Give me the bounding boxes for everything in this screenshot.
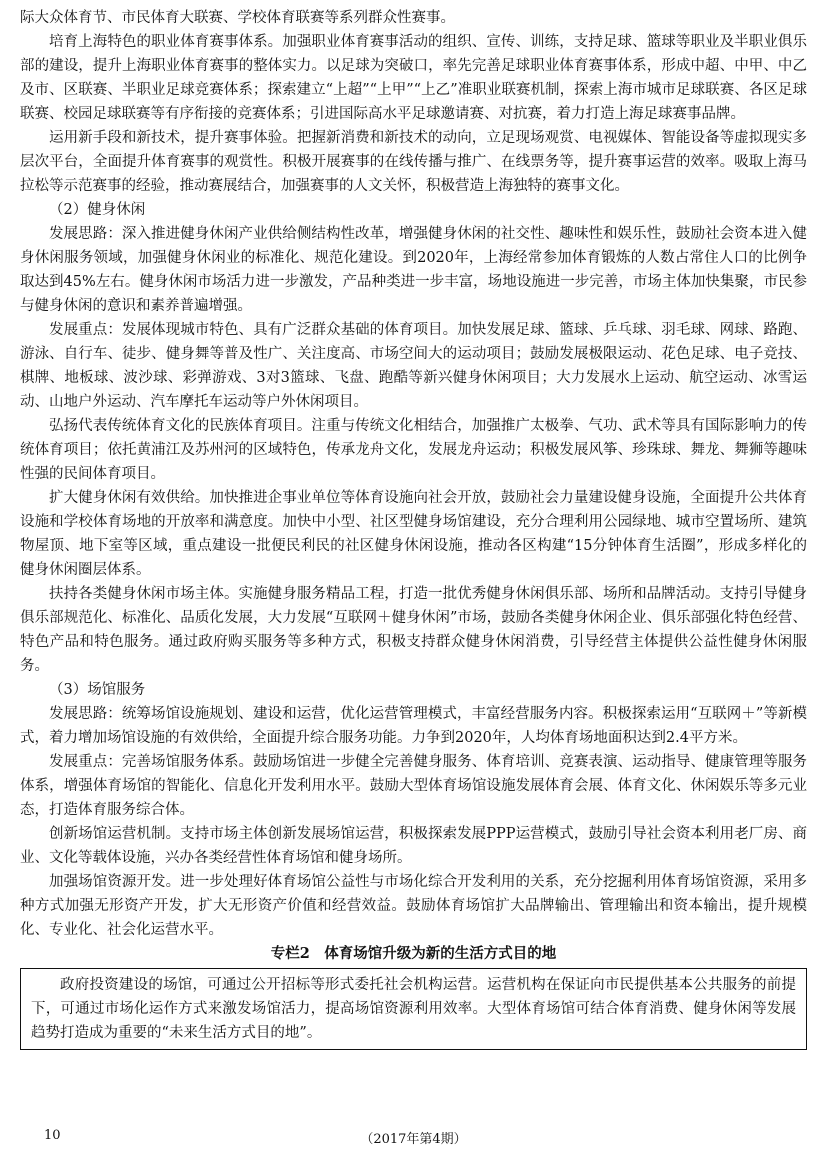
body-text — [20, 6, 807, 942]
paragraph-fitness-focus: 发展重点：发展体现城市特色、具有广泛群众基础的体育项目。加快发展足球、篮球、乒乓球、羽毛球、网球、路跑、游泳、自行车、徒步、健身舞等普及性广、关注度高、市场空间大的运动项目；鼓励发展极限运动、花色足球、电子竞技、棋牌、地板球、波沙球、彩弹游戏、3对3篮球、飞盘、跑酷等新兴健身休闲项目；大力发展水上运动、航空运动、冰雪运动、山地户外运动、汽车摩托车运动等户外休闲项目。 — [20, 322, 807, 410]
paragraph-continuation: 际大众体育节、市民体育大联赛、学校体育联赛等系列群众性赛事。 — [20, 10, 455, 26]
column-title — [20, 942, 807, 966]
paragraph-venue-approach: 发展思路：统筹场馆设施规划、建设和运营，优化运营管理模式，丰富经营服务内容。积极探索运用“互联网＋”等新模式，着力增加场馆设施的有效供给，全面提升综合服务功能。力争到2020年，人均体育场地面积达到2.4平方米。 — [20, 706, 807, 746]
page-number: 10 — [44, 1128, 61, 1143]
paragraph-fitness-supply: 扩大健身休闲有效供给。加快推进企事业单位等体育设施向社会开放，鼓励社会力量建设健身设施，全面提升公共体育设施和学校体育场地的开放率和满意度。加快中小型、社区型健身场馆建设，充分合理利用公园绿地、城市空置场所、建筑物屋顶、地下室等区域，重点建设一批便民利民的社区健身休闲设施，推动各区构建“15分钟体育生活圈”，形成多样化的健身休闲圈层体系。 — [20, 490, 807, 578]
paragraph-traditional-sports: 弘扬代表传统体育文化的民族体育项目。注重与传统文化相结合，加强推广太极拳、气功、武术等具有国际影响力的传统体育项目；依托黄浦江及苏州河的区域特色，传承龙舟文化，发展龙舟运动；积极发展风筝、珍珠球、舞龙、舞狮等趣味性强的民间体育项目。 — [20, 418, 807, 482]
paragraph-venue-resources: 加强场馆资源开发。进一步处理好体育场馆公益性与市场化综合开发利用的关系，充分挖掘利用体育场馆资源，采用多种方式加强无形资产开发，扩大无形资产价值和经营效益。鼓励体育场馆扩大品牌输出、管理输出和资本输出，提升规模化、专业化、社会化运营水平。 — [20, 874, 807, 938]
column-heading: 体育场馆升级为新的生活方式目的地 — [324, 945, 557, 962]
paragraph-fitness-approach: 发展思路：深入推进健身休闲产业供给侧结构性改革，增强健身休闲的社交性、趣味性和娱乐性，鼓励社会资本进入健身休闲服务领域，加强健身休闲业的标准化、规范化建设。到2020年，上海经常参加体育锻炼的人数占常住人口的比例争取达到45%左右。健身休闲市场活力进一步激发，产品种类进一步丰富，场地设施进一步完善，市场主体加快集聚，市民参与健身休闲的意识和素养普遍增强。 — [20, 226, 807, 314]
issue-label: （2017年第4期） — [360, 1132, 467, 1147]
paragraph-new-tech: 运用新手段和新技术，提升赛事体验。把握新消费和新技术的动向，立足现场观赏、电视媒体、智能设备等虚拟现实多层次平台，全面提升体育赛事的观赏性。积极开展赛事的在线传播与推广、在线票务等，提升赛事运营的效率。吸取上海马拉松等示范赛事的经验，推动赛展结合，加强赛事的人文关怀，积极营造上海独特的赛事文化。 — [20, 130, 807, 194]
paragraph-pro-sports: 培育上海特色的职业体育赛事体系。加强职业体育赛事活动的组织、宣传、训练，支持足球、篮球等职业及半职业俱乐部的建设，提升上海职业体育赛事的整体实力。以足球为突破口，率先完善足球职业体育赛事体系，形成中超、中甲、中乙及市、区联赛、半职业足球竞赛体系；探索建立“上超”“上甲”“上乙”准职业联赛机制，探索上海市城市足球联赛、各区足球联赛、校园足球联赛等有序衔接的竞赛体系；引进国际高水平足球邀请赛、对抗赛，着力打造上海足球赛事品牌。 — [20, 34, 807, 122]
column-label: 专栏2 — [270, 945, 310, 962]
paragraph-market-entities: 扶持各类健身休闲市场主体。实施健身服务精品工程，打造一批优秀健身休闲俱乐部、场所和品牌活动。支持引导健身俱乐部规范化、标准化、品质化发展，大力发展“互联网＋健身休闲”市场，鼓励各类健身休闲企业、俱乐部强化特色经营、特色产品和特色服务。通过政府购买服务等多种方式，积极支持群众健身休闲消费，引导经营主体提供公益性健身休闲服务。 — [20, 586, 807, 674]
column-text: 政府投资建设的场馆，可通过公开招标等形式委托社会机构运营。运营机构在保证向市民提供基本公共服务的前提下，可通过市场化运作方式来激发场馆活力，提高场馆资源利用效率。大型体育场馆可结合体育消费、健身休闲等发展趋势打造成为重要的“未来生活方式目的地”。 — [31, 977, 796, 1041]
paragraph-venue-focus: 发展重点：完善场馆服务体系。鼓励场馆进一步健全完善健身服务、体育培训、竞赛表演、运动指导、健康管理等服务体系，增强体育场馆的智能化、信息化开发利用水平。鼓励大型体育场馆设施发展体育会展、体育文化、休闲娱乐等多元业态，打造体育服务综合体。 — [20, 754, 807, 818]
section-heading-venues: （3）场馆服务 — [49, 682, 146, 698]
column-box — [20, 968, 807, 1050]
page-footer — [0, 1128, 827, 1152]
section-heading-fitness: （2）健身休闲 — [49, 202, 146, 218]
paragraph-venue-operation: 创新场馆运营机制。支持市场主体创新发展场馆运营，积极探索发展PPP运营模式，鼓励引导社会资本利用老厂房、商业、文化等载体设施，兴办各类经营性体育场馆和健身场所。 — [20, 826, 807, 866]
